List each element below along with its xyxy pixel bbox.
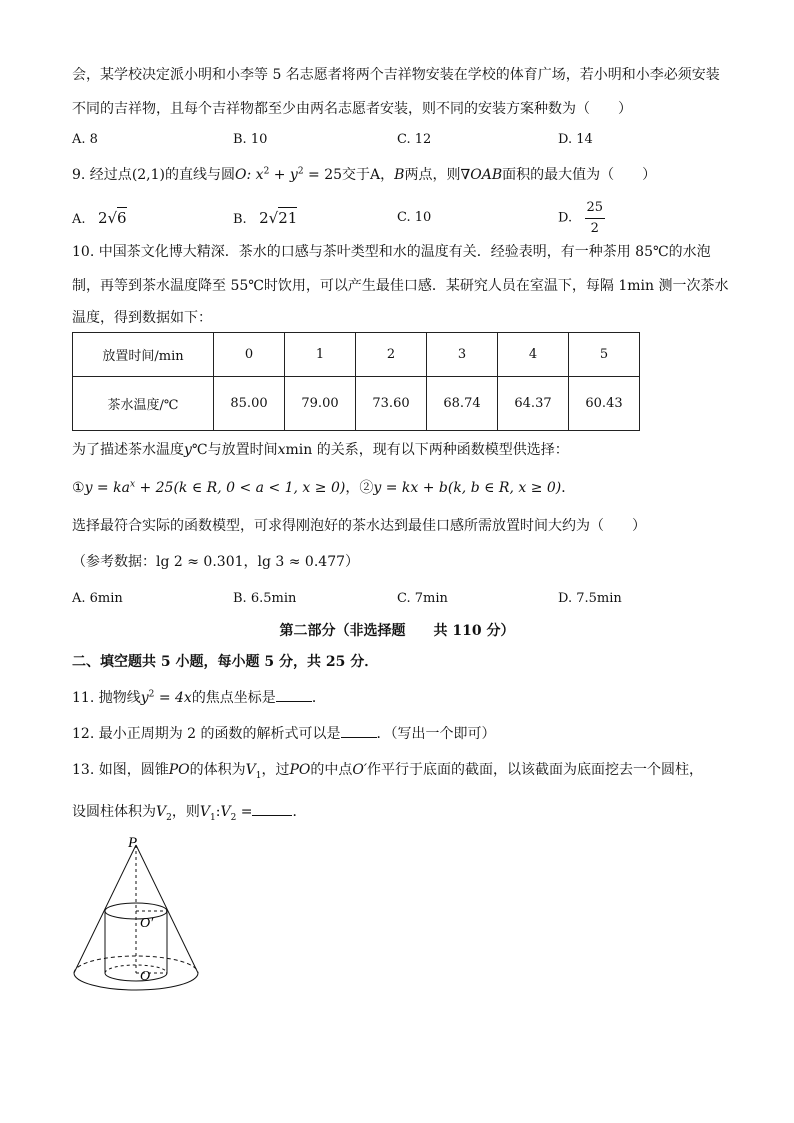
q12-text-2: ．（写出一个即可） <box>376 726 496 742</box>
table-row <box>73 377 640 431</box>
q11-stem <box>72 688 326 708</box>
label-o-prime: O′ <box>140 916 154 931</box>
q11-answer-blank[interactable] <box>276 689 312 702</box>
q10-model-1: y = ka <box>84 480 130 496</box>
table-cell: 1 <box>285 333 356 377</box>
q9-option-d-denominator: 2 <box>590 221 599 236</box>
q13-text-c: ，过 <box>261 762 290 778</box>
q13-ratio-v2: V <box>220 804 231 820</box>
q10-line-1: 10. 中国茶文化博大精深．茶水的口感与茶叶类型和水的温度有关．经验表明，有一种茶用 85℃的水泡 <box>72 244 711 260</box>
q9-option-d-label: D. <box>558 210 573 226</box>
q9-triangle: ∇OAB <box>460 167 503 183</box>
q10-var-y: y <box>184 442 192 458</box>
q9-option-d[interactable] <box>558 198 605 239</box>
q10-data-table <box>72 332 640 431</box>
q13-text-g: ，则 <box>171 804 200 820</box>
q9-option-c[interactable]: C. 10 <box>397 210 432 225</box>
table-cell: 4 <box>498 333 569 377</box>
q12-text: 12. 最小正周期为 2 的函数的解析式可以是 <box>72 726 341 742</box>
cone-base-back <box>74 956 198 973</box>
q10-models-end: ． <box>561 480 576 496</box>
q13-equals: = <box>236 804 253 820</box>
table-cell: 73.60 <box>356 377 427 431</box>
q9-option-b[interactable]: B. 2√21 <box>233 209 298 227</box>
q9-option-d-numerator: 25 <box>585 198 606 219</box>
q10-desc-a: 为了描述茶水温度 <box>72 442 184 458</box>
q10-model-sep: ，② <box>345 480 374 496</box>
q9-option-a-radicand: 6 <box>117 209 127 227</box>
q12-answer-blank[interactable] <box>341 725 377 738</box>
q9-option-b-coef: 2 <box>259 209 269 227</box>
q8-option-b[interactable]: B. 10 <box>233 132 268 147</box>
q9-text-3: 交于A， <box>342 167 395 183</box>
q10-desc-c: min 的关系，现有以下两种函数模型供选择： <box>285 442 569 458</box>
q9-point: (2,1) <box>131 167 166 183</box>
q10-model-1-domain: + 25(k ∈ R, 0 < a < 1, x ≥ 0) <box>135 480 346 496</box>
q10-description <box>72 440 569 460</box>
q13-line-1 <box>72 760 703 780</box>
q11-eq-exp: 2 <box>148 689 155 700</box>
q10-option-a[interactable]: A. 6min <box>72 591 123 606</box>
q9-stem <box>72 165 656 185</box>
q10-reference: （参考数据：lg 2 ≈ 0.301，lg 3 ≈ 0.477） <box>72 554 360 570</box>
q11-text: 11. 抛物线 <box>72 690 141 706</box>
q9-number: 9. 经过点 <box>72 167 132 183</box>
label-p: P <box>128 835 138 851</box>
q13-v1: V <box>245 762 256 778</box>
q9-eq-x-exp: 2 <box>263 166 270 177</box>
q10-models <box>72 478 575 498</box>
q11-text-2: 的焦点坐标是 <box>191 690 276 706</box>
q11-eq-rhs: = 4x <box>154 690 192 706</box>
part-two-heading: 第二部分（非选择题 共 110 分） <box>279 623 515 639</box>
cone-cylinder-figure <box>66 833 216 1003</box>
q13-text-b: 的体积为 <box>189 762 246 778</box>
table-cell: 5 <box>569 333 640 377</box>
q13-ratio-v2-sub: 2 <box>230 812 237 823</box>
q10-model-1-mark: ① <box>72 480 85 496</box>
q13-o-prime: O′ <box>352 762 368 778</box>
q13-end: ． <box>292 804 307 820</box>
q10-option-b[interactable]: B. 6.5min <box>233 591 297 606</box>
table-header-time: 放置时间/min <box>73 333 214 377</box>
q9-option-a-label: A. <box>72 212 86 227</box>
q13-ratio-v1-sub: 1 <box>209 812 216 823</box>
q10-model-1-exp: x <box>129 479 136 490</box>
q10-option-d[interactable]: D. 7.5min <box>558 591 622 606</box>
q13-v1-sub: 1 <box>255 770 262 781</box>
q10-line-3: 温度，得到数据如下： <box>72 310 212 326</box>
q9-point-b: B <box>394 167 405 183</box>
q13-po-2: PO <box>289 762 311 778</box>
q13-text-a: 13. 如图，圆锥 <box>72 762 169 778</box>
table-cell: 85.00 <box>214 377 285 431</box>
table-cell: 2 <box>356 333 427 377</box>
q9-eq-y-exp: 2 <box>297 166 304 177</box>
q9-option-a-coef: 2 <box>97 209 108 227</box>
table-header-temp: 茶水温度/℃ <box>73 377 214 431</box>
table-cell: 60.43 <box>569 377 640 431</box>
q9-option-b-label: B. <box>233 212 247 227</box>
table-cell: 68.74 <box>427 377 498 431</box>
table-cell: 0 <box>214 333 285 377</box>
q10-var-x: x <box>277 442 286 458</box>
q11-eq-y: y <box>140 690 149 706</box>
table-cell: 3 <box>427 333 498 377</box>
q13-line-2 <box>72 802 306 822</box>
q10-desc-b: ℃与放置时间 <box>191 442 278 458</box>
q8-option-c[interactable]: C. 12 <box>397 132 432 147</box>
q13-text-d: 的中点 <box>310 762 353 778</box>
q9-text-4: 两点，则 <box>404 167 461 183</box>
q13-text-e: 作平行于底面的截面，以该截面为底面挖去一个圆柱， <box>367 762 704 778</box>
q10-line-2: 制，再等到茶水温度降至 55℃时饮用，可以产生最佳口感．某研究人员在室温下，每隔 1min 测一次茶水 <box>72 278 729 294</box>
cylinder-bottom-front <box>105 973 167 981</box>
q13-ratio-colon: : <box>215 804 221 820</box>
q9-text: 的直线与圆 <box>165 167 236 183</box>
section-heading: 二、填空题共 5 小题，每小题 5 分，共 25 分． <box>72 654 379 670</box>
q9-eq-y: + y <box>269 167 298 183</box>
q13-v2: V <box>156 804 167 820</box>
q8-line-2: 不同的吉祥物，且每个吉祥物都至少由两名志愿者安装，则不同的安装方案种数为（ ） <box>72 101 632 117</box>
q13-po: PO <box>168 762 190 778</box>
table-cell: 64.37 <box>498 377 569 431</box>
q13-text-f: 设圆柱体积为 <box>72 804 156 820</box>
q9-eq-x: : x <box>246 167 264 183</box>
table-row <box>73 333 640 377</box>
q10-question: 选择最符合实际的函数模型，可求得刚泡好的茶水达到最佳口感所需放置时间大约为（ ） <box>72 518 646 534</box>
q9-option-a[interactable]: A. 2√6 <box>72 209 127 227</box>
q9-options <box>72 200 722 236</box>
q13-ratio-v1: V <box>199 804 210 820</box>
q8-option-d[interactable]: D. 14 <box>558 132 593 147</box>
q9-text-5: 面积的最大值为（ ） <box>502 167 657 183</box>
q8-line-1: 会，某学校决定派小明和小李等 5 名志愿者将两个吉祥物安装在学校的体育广场，若小明和小李必须安装 <box>72 67 720 83</box>
q13-answer-blank[interactable] <box>252 803 292 816</box>
q13-v2-sub: 2 <box>166 812 172 823</box>
q11-end: ． <box>311 690 326 706</box>
q9-option-b-radicand: 21 <box>278 209 298 227</box>
q10-option-c[interactable]: C. 7min <box>397 591 448 606</box>
q12-stem <box>72 724 496 744</box>
q8-option-a[interactable]: A. 8 <box>72 132 98 147</box>
q9-circle-name: O <box>235 167 247 183</box>
q10-model-2: y = kx + b(k, b ∈ R, x ≥ 0) <box>373 480 562 496</box>
q9-eq-rhs: = 25 <box>303 167 343 183</box>
table-cell: 79.00 <box>285 377 356 431</box>
label-o: O <box>140 969 151 984</box>
